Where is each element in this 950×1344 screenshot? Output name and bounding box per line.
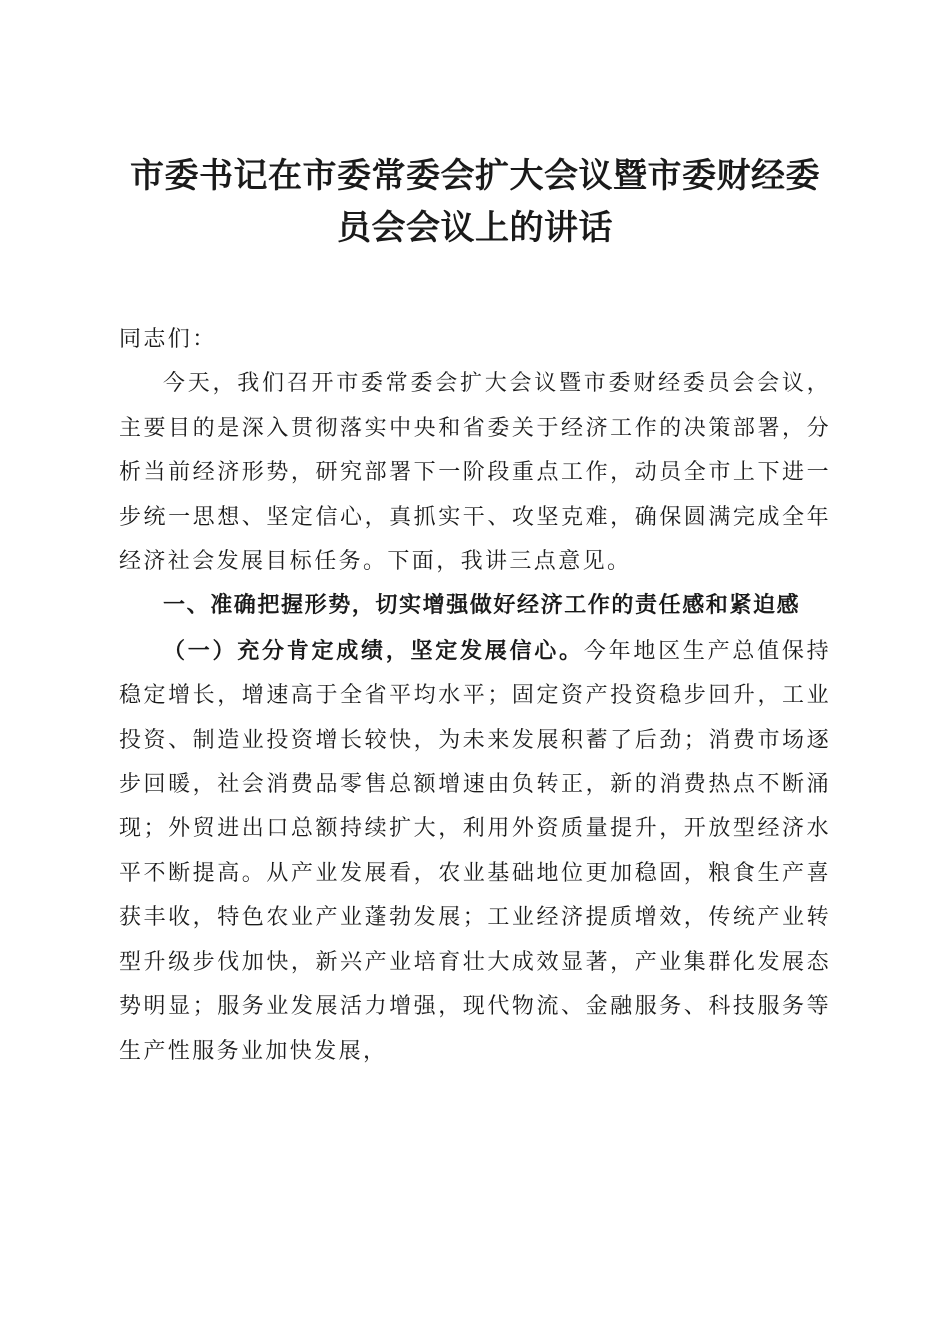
- section-heading-1: 一、准确把握形势，切实增强做好经济工作的责任感和紧迫感: [163, 593, 801, 619]
- title-line-1: 市委书记在市委常委会扩大会议暨市委财经委: [130, 156, 820, 196]
- subsection-body-1: 今年地区生产总值保持稳定增长，增速高于全省平均水平；固定资产投资稳步回升，工业投资、制造业投资增长较快，为未来发展积蓄了后劲；消费市场逐步回暖，社会消费品零售总额增速由负转正，新的消费热点不断涌现；外贸进出口总额持续扩大，利用外资质量提升，开放型经济水平不断提高。从产业发展看，农业基础地位更加稳固，粮食生产喜获丰收，特色农业产业蓬勃发展；工业经济提质增效，传统产业转型升级步伐加快，新兴产业培育壮大成效显著，产业集群化发展态势明显；服务业发展活力增强，现代物流、金融服务、科技服务等生产性服务业加快发展，: [119, 638, 831, 1064]
- title-line-2: 员会会议上的讲话: [337, 208, 613, 248]
- intro-paragraph: 今天，我们召开市委常委会扩大会议暨市委财经委员会会议，主要目的是深入贯彻落实中央和省委关于经济工作的决策部署，分析当前经济形势，研究部署下一阶段重点工作，动员全市上下进一步统一思想、坚定信心，真抓实干、攻坚克难，确保圆满完成全年经济社会发展目标任务。下面，我讲三点意见。: [119, 371, 831, 575]
- subsection-paragraph-1: [119, 629, 831, 1074]
- subsection-lead-1: （一）充分肯定成绩，坚定发展信心。: [163, 637, 584, 664]
- salutation: 同志们：: [119, 327, 217, 352]
- document-body: [119, 318, 831, 1074]
- document-title: [100, 150, 850, 254]
